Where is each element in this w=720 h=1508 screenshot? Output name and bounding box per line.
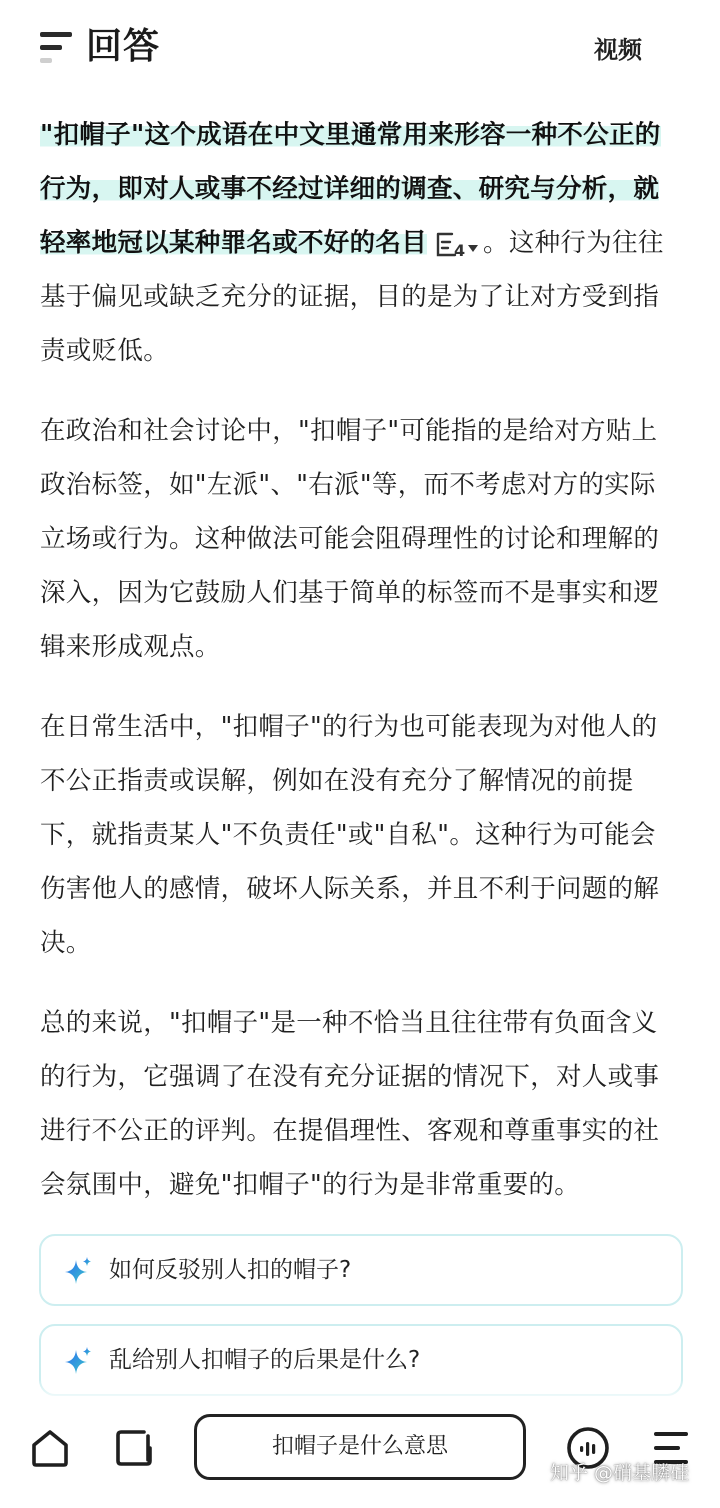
new-chat-icon[interactable] [114,1428,156,1468]
bottom-bar [0,1400,720,1508]
watermark: 知乎 @硝基膦硅 [550,1462,690,1484]
answer-paragraph [40,108,680,378]
answer-content [40,108,680,1238]
answer-paragraph: 在政治和社会讨论中，"扣帽子"可能指的是给对方贴上政治标签，如"左派"、"右派"等，而不考虑对方的实际立场或行为。这种做法可能会阻碍理性的讨论和理解的深入，因为它鼓励人们基于简单的标签而不是事实和逻辑来形成观点。 [40,416,660,662]
sparkle-icon [63,1346,93,1376]
answer-paragraph: 在日常生活中，"扣帽子"的行为也可能表现为对他人的不公正指责或误解，例如在没有充分了解情况的前提下，就指责某人"不负责任"或"自私"。这种行为可能会伤害他人的感情，破坏人际关系，并且不利于问题的解决。 [40,712,660,958]
video-tab[interactable]: 视频 [594,36,642,64]
citation-number: 4 [454,241,466,258]
home-icon[interactable] [30,1428,70,1468]
sparkle-icon [63,1256,93,1286]
suggestion-text: 如何反驳别人扣的帽子? [109,1257,352,1283]
answer-paragraph: 总的来说，"扣帽子"是一种不恰当且往往带有负面含义的行为，它强调了在没有充分证据的情况下，对人或事进行不公正的评判。在提倡理性、客观和尊重事实的社会氛围中，避免"扣帽子"的行为是非常重要的。 [40,1008,660,1200]
page-title: 回答 [86,26,161,67]
top-bar [0,0,720,100]
answer-list-icon [40,32,74,64]
paragraph-text: 这种行为往往基于偏见或缺乏充分的证据，目的是为了让对方受到指责或贬低。 [40,228,664,366]
highlighted-summary: "扣帽子"这个成语在中文里通常用来形容一种不公正的行为，即对人或事不经过详细的调查、研究与分析，就轻率地冠以某种罪名或不好的名目 [40,120,661,258]
citation-source-icon[interactable] [435,230,481,258]
summary-period: 。 [483,228,509,258]
suggestion-text: 乱给别人扣帽子的后果是什么? [109,1347,421,1373]
query-input[interactable]: 扣帽子是什么意思 [194,1414,526,1480]
suggestion-card[interactable] [39,1234,683,1306]
